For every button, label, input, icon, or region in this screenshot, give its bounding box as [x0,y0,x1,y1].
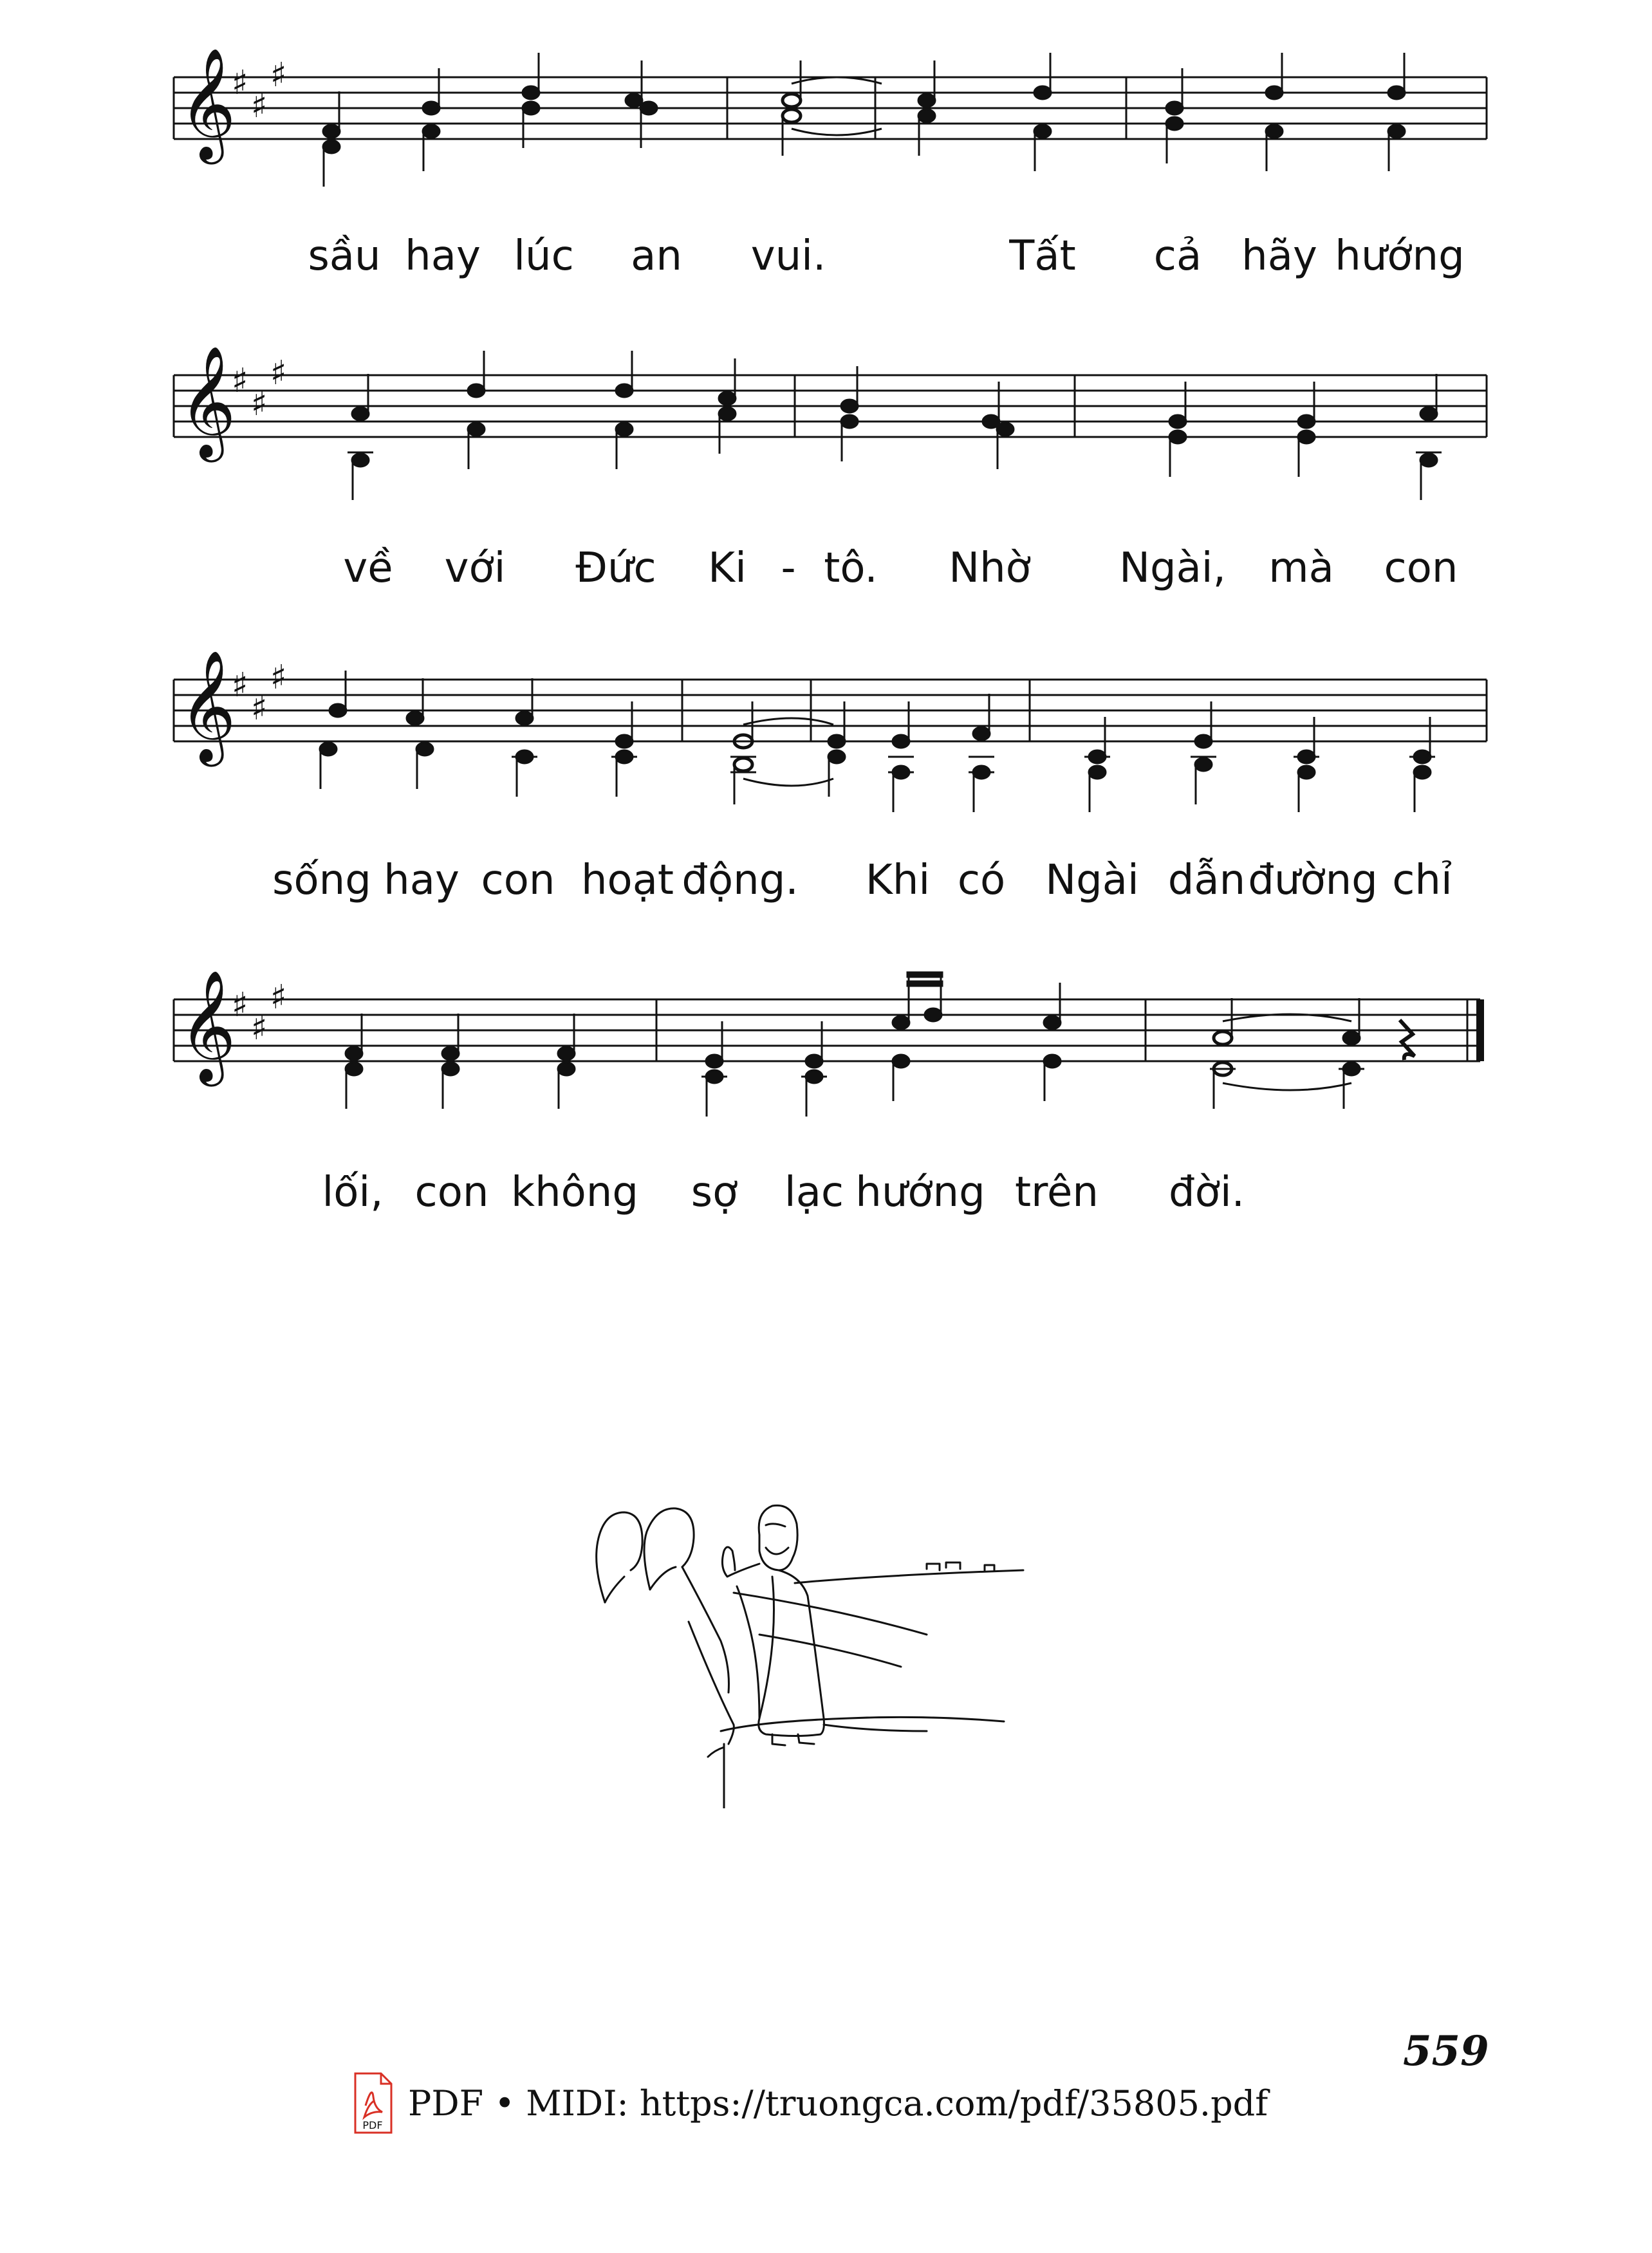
lyric-syllable: không [511,1169,638,1216]
lyric-syllable: Ki [708,544,747,592]
lyric-syllable: sống [272,857,371,904]
svg-text:♯: ♯ [270,978,287,1017]
lyric-syllable: hay [384,857,459,904]
lyric-syllable: lạc [784,1169,844,1216]
music-system-4 [161,962,1506,1271]
lyric-syllable: con [481,857,555,904]
music-system-1 [161,26,1506,335]
lyric-syllable: dẫn [1167,857,1246,904]
svg-text:♯: ♯ [232,362,248,400]
treble-clef-icon [179,970,236,1087]
lyric-syllable: con [1384,544,1458,592]
treble-clef-icon [179,650,236,767]
lyric-syllable: tô. [824,544,878,592]
svg-text:♯: ♯ [232,986,248,1025]
lyric-syllable: Ngài [1045,857,1139,904]
lyric-syllable: cả [1153,232,1202,280]
lyric-syllable: hướng [1335,232,1465,280]
treble-clef-icon [179,48,236,165]
lyric-syllable: Nhờ [949,544,1031,592]
lyric-syllable: với [444,544,506,592]
music-system-2 [161,338,1506,647]
svg-text:♯: ♯ [251,385,268,423]
lyric-syllable: chỉ [1392,857,1452,904]
final-barline [1476,999,1484,1061]
page-number: 559 [1403,2027,1489,2075]
svg-text:♯: ♯ [270,56,287,95]
footer-link[interactable] [353,2071,1268,2135]
svg-text:♯: ♯ [270,658,287,697]
lyric-syllable: về [343,544,393,592]
lyric-syllable: mà [1268,544,1334,592]
staff-system-1 [161,26,1506,219]
lyric-syllable: an [631,232,682,280]
svg-text:♯: ♯ [251,87,268,125]
lyric-syllable: Đức [575,544,656,592]
lyric-syllable: - [781,544,796,592]
svg-text:𝄞: 𝄞 [179,48,236,160]
lyric-syllable: trên [1015,1169,1099,1216]
lyric-syllable: hoạt [580,857,674,904]
key-signature-sharps [232,658,286,728]
pdf-icon-label: PDF [362,2119,383,2131]
svg-text:𝄞: 𝄞 [179,346,236,458]
lyric-syllable: Tất [1009,232,1076,280]
key-signature-sharps [232,978,286,1048]
lyric-syllable: lúc [514,232,574,280]
svg-text:♯: ♯ [270,354,287,393]
pdf-file-icon[interactable] [353,2072,393,2134]
lyric-syllable: hãy [1241,232,1317,280]
svg-text:♯: ♯ [232,666,248,705]
lyric-syllable: lối, [322,1169,384,1216]
lyric-syllable: hay [405,232,481,280]
lyric-syllable: hướng [855,1169,985,1216]
lyric-syllable: vui. [750,232,826,280]
staff-system-3 [161,650,1506,843]
jesus-with-disciples-illustration [566,1474,1055,1808]
lyric-syllable: Khi [865,857,931,904]
footer-link-text[interactable]: PDF • MIDI: https://truongca.com/pdf/35805.pdf [408,2082,1268,2124]
key-signature-sharps [232,354,286,423]
lyrics-line-4 [161,1167,1506,1218]
lyric-syllable: đường [1248,857,1378,904]
staff-system-4 [161,962,1506,1155]
lyric-syllable: con [414,1169,489,1216]
key-signature-sharps [232,56,286,125]
svg-text:𝄞: 𝄞 [179,650,236,762]
lyrics-line-3 [161,855,1506,906]
lyric-syllable: có [957,857,1006,904]
lyric-syllable: động. [682,857,799,904]
treble-clef-icon [179,346,236,463]
lyric-syllable: Ngài, [1119,544,1226,592]
lyric-syllable: sợ [691,1169,738,1216]
lyric-syllable: đời. [1169,1169,1245,1216]
staff-system-2 [161,338,1506,531]
svg-text:♯: ♯ [251,1009,268,1048]
svg-text:♯: ♯ [232,64,248,102]
lyrics-line-1 [161,230,1506,282]
music-system-3 [161,650,1506,959]
lyric-syllable: sầu [308,232,381,280]
lyrics-line-2 [161,542,1506,594]
svg-text:𝄞: 𝄞 [179,970,236,1082]
quarter-rest-icon [1400,1020,1415,1060]
svg-text:♯: ♯ [251,689,268,728]
